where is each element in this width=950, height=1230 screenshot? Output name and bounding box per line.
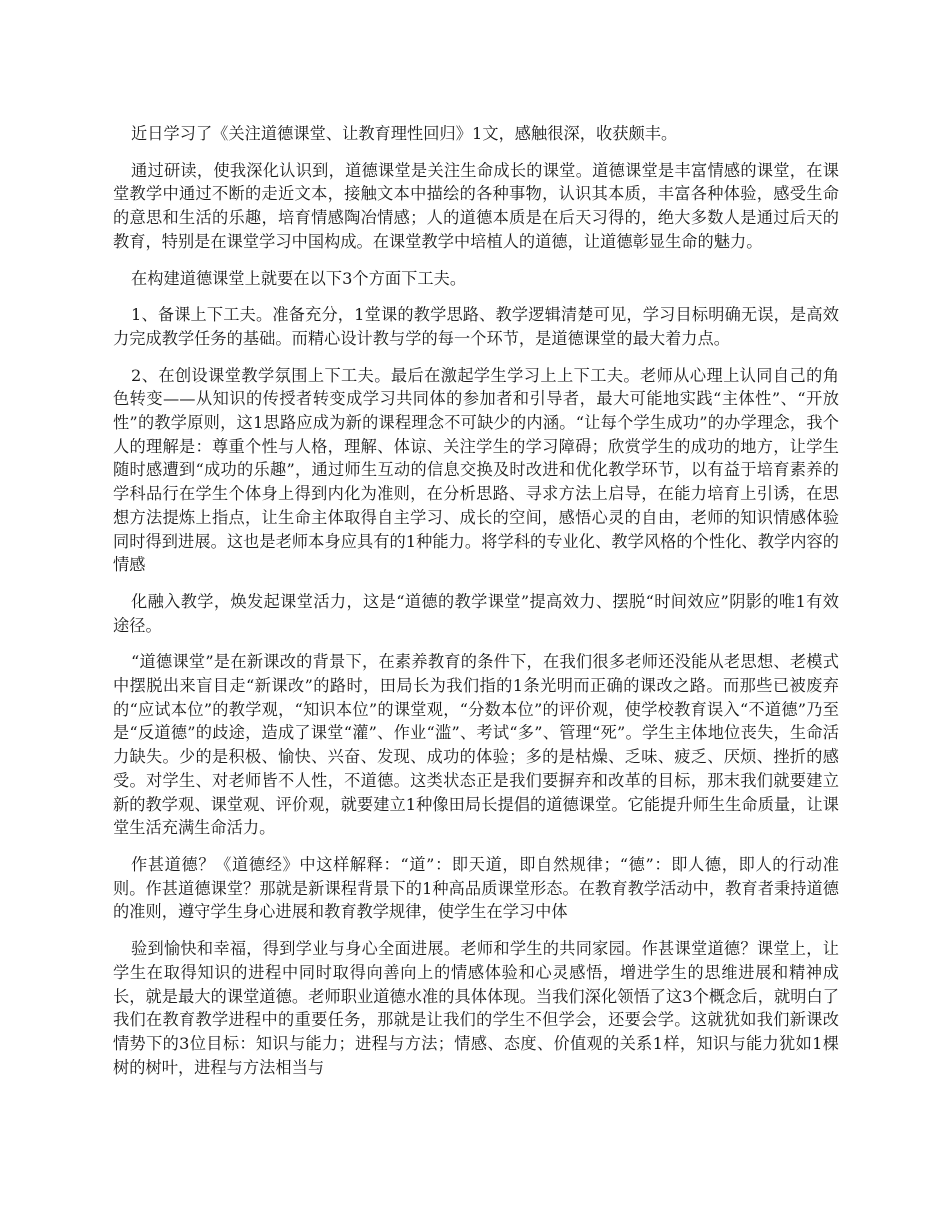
paragraph-point-1: 1、备课上下工夫。准备充分，1堂课的教学思路、教学逻辑清楚可见，学习目标明确无误，是高效力完成教学任务的基础。而精心设计教与学的每一个环节，是道德课堂的最大着力点。 (113, 305, 839, 348)
paragraph-curriculum-reform: “道德课堂”是在新课改的背景下，在素养教育的条件下，在我们很多老师还没能从老思想、老模式中摆脱出来盲目走“新课改”的路时，田局长为我们指的1条光明而正确的课改之路。而那些已被废弃的“应试本位”的教学观，“知识本位”的课堂观，“分数本位”的评价观，使学校教育误入“不道德”乃至是“反道德”的歧途，造成了课堂“灌”、作业“滥”、考试“多”、管理“死”。学生主体地位丧失，生命活力缺失。少的是积极、愉快、兴奋、发现、成功的体验；多的是枯燥、乏味、疲乏、厌烦、挫折的感受。对学生、对老师皆不人性，不道德。这类状态正是我们要摒弃和改革的目标，那末我们就要建立新的教学观、课堂观、评价观，就要建立1种像田局长提倡的道德课堂。它能提升师生生命质量，让课堂生活充满生命活力。 (113, 652, 839, 838)
paragraph-intro: 近日学习了《关注道德课堂、让教育理性回归》1文，感触很深，收获颇丰。 (131, 124, 678, 143)
paragraph-moral-classroom: 通过研读，使我深化认识到，道德课堂是关注生命成长的课堂。道德课堂是丰富情感的课堂，在课堂教学中通过不断的走近文本，接触文本中描绘的各种事物，认识其本质，丰富各种体验，感受生命的意思和生活的乐趣，培育情感陶冶情感；人的道德本质是在后天习得的，绝大多数人是通过后天的教育，特别是在课堂学习中国构成。在课堂教学中培植人的道德，让道德彰显生命的魅力。 (113, 160, 839, 251)
paragraph-definition: 作甚道德？《道德经》中这样解释：“道”：即天道，即自然规律；“德”：即人德，即人的行动准则。作甚道德课堂？那就是新课程背景下的1种高品质课堂形态。在教育教学活动中，教育者秉持道德的准则，遵守学生身心进展和教育教学规律，使学生在学习中体 (113, 854, 839, 922)
paragraph-point-2-continued: 化融入教学，焕发起课堂活力，这是“道德的教学课堂”提高效力、摆脱“时间效应”阴影的唯1有效途径。 (113, 591, 839, 635)
paragraph-three-aspects: 在构建道德课堂上就要在以下3个方面下工夫。 (131, 268, 467, 288)
paragraph-definition-continued: 验到愉快和幸福，得到学业与身心全面进展。老师和学生的共同家园。作甚课堂道德？课堂上，让学生在取得知识的进程中同时取得向善向上的情感体验和心灵感悟，增进学生的思维进展和精神成长，就是最大的课堂道德。老师职业道德水准的具体体现。当我们深化领悟了这3个概念后，就明白了我们在教育教学进程中的重要任务，那就是让我们的学生不但学会，还要会学。这就犹如我们新课改情势下的3位目标：知识与能力；进程与方法；情感、态度、价值观的关系1样，知识与能力犹如1棵树的树叶，进程与方法相当与 (113, 939, 839, 1077)
paragraph-point-2: 2、在创设课堂教学氛围上下工夫。最后在激起学生学习上上下工夫。老师从心理上认同自己的角色转变——从知识的传授者转变成学习共同体的参加者和引导者，最大可能地实践“主体性”、“开放性”的教学原则，这1思路应成为新的课程理念不可缺少的内涵。“让每个学生成功”的办学理念，我个人的理解是：尊重个性与人格，理解、体谅、关注学生的学习障碍；欣赏学生的成功的地方，让学生随时感遭到“成功的乐趣”，通过师生互动的信息交换及时改进和优化教学环节，以有益于培育素养的学科品行在学生个体身上得到内化为准则，在分析思路、寻求方法上启导，在能力培育上引诱，在思想方法提炼上指点，让生命主体取得自主学习、成长的空间，感悟心灵的自由，老师的知识情感体验同时得到进展。这也是老师本身应具有的1种能力。将学科的专业化、教学风格的个性化、教学内容的情感 (113, 365, 839, 575)
document-body (113, 122, 839, 1092)
